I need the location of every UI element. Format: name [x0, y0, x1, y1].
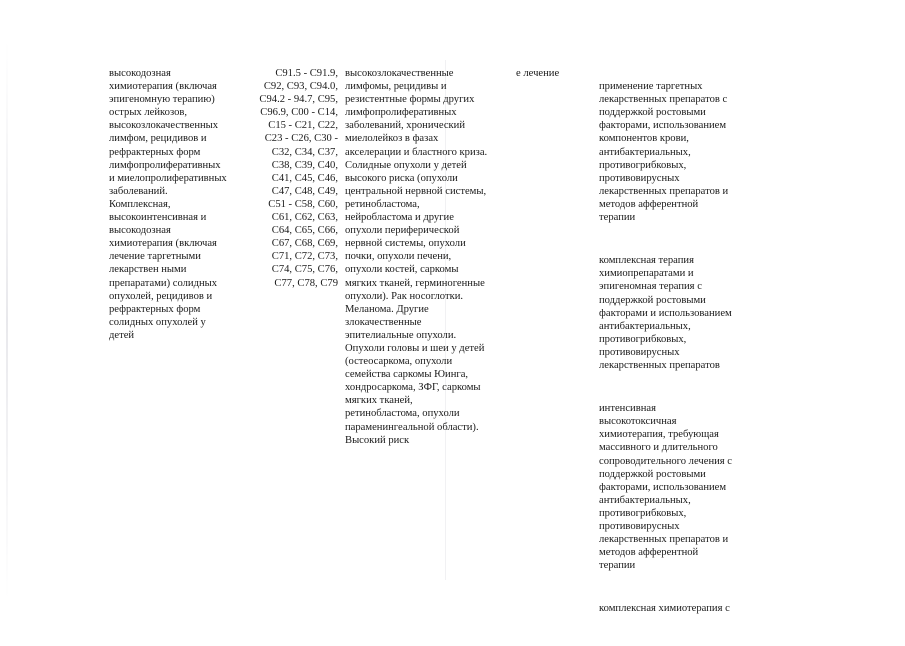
- scan-edge-artifact: [6, 40, 8, 600]
- method-paragraph: комплексная терапия химиопрепаратами и эпигеномная терапия с поддержкой ростовыми факторами и использованием антибактериальных, противогрибковых, противовирусных лекарственных препаратов: [599, 255, 732, 371]
- patient-model-column: высокозлокачественные лимфомы, рецидивы и резистентные формы других лимфопролиферативных заболеваний, хронический миелолейкоз в фазах акселерации и бластного криза. Солидные опухоли у детей высокого риска (опухоли центральной нервной системы, ретинобластома, нейробластома и другие опухоли периферической нервной системы, опухоли почки, опухоли печени, опухоли костей, саркомы мягких тканей, герминогенные опухоли). Рак носоглотки. Меланома. Другие злокачественные эпителиальные опухоли. Опухоли головы и шеи у детей (остеосаркома, опухоли семейства саркомы Юинга, хондросаркома, ЗФГ, саркомы мягких тканей, ретинобластома, опухоли параменингеальной области). Высокий риск: [345, 68, 488, 446]
- method-paragraph: применение таргетных лекарственных препаратов с поддержкой ростовыми факторами, использованием компонентов крови, антибактериальных, противогрибковых, противовирусных лекарственных препаратов и методов афферентной терапии: [599, 81, 729, 224]
- method-paragraph: комплексная химиотерапия с: [599, 603, 730, 615]
- method-paragraph: интенсивная высокотоксичная химиотерапия, требующая массивного и длительного сопроводительного лечения с поддержкой ростовыми факторами, использованием антибактериальных, противогрибковых, противовирусных лекарственных препаратов и методов афферентной терапии: [599, 403, 733, 572]
- icd-codes-column: C91.5 - C91.9, C92, C93, C94.0, C94.2 - 94.7, C95, C96.9, C00 - C14, C15 - C21, C22, C23 - C26, C30 - C32, C34, C37, C38, C39, C40, C41, C45, C46, C47, C48, C49, C51 - C58, C60, C61, C62, C63, C64, C65, C66, C67, C68, C69, C71, C72, C73, C74, C75, C76, C77, C78, C79: [259, 68, 338, 289]
- treatment-type-column: е лечение: [516, 68, 560, 79]
- treatment-description-column: высокодозная химиотерапия (включая эпигеномную терапию) острых лейкозов, высокозлокачественных лимфом, рецидивов и рефрактерных форм лимфопролиферативных и миелопролиферативных заболеваний. Комплексная, высокоинтенсивная и высокодозная химиотерапия (включая лечение таргетными лекарствен ными препаратами) солидных опухолей, рецидивов и рефрактерных форм солидных опухолей у детей: [109, 68, 227, 341]
- treatment-method-column: [599, 67, 769, 646]
